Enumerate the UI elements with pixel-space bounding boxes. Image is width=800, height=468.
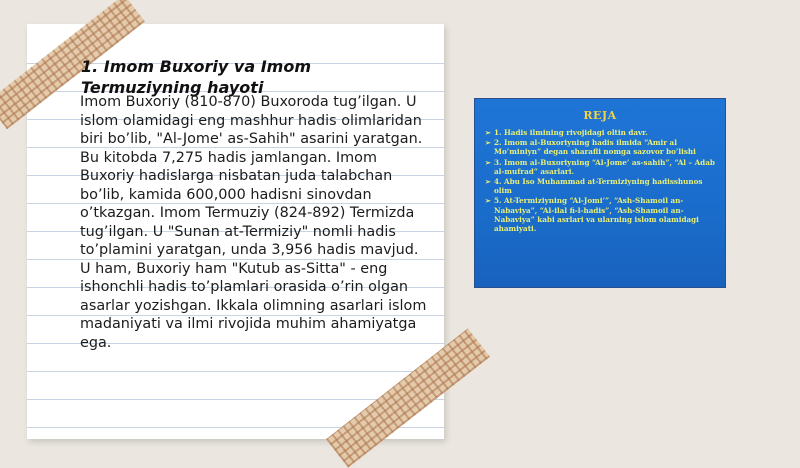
reja-item (485, 128, 719, 137)
reja-item (485, 196, 719, 233)
reja-panel (475, 99, 725, 287)
reja-list (475, 128, 725, 233)
arrow-bullet-icon: ➢ (485, 196, 491, 206)
reja-item-text: 4. Abu Iso Muhammad at-Termiziyning hadisshunos olim (494, 177, 703, 196)
arrow-bullet-icon: ➢ (485, 128, 491, 137)
reja-item-text: 5. At-Termiziyning “Al-Jomi’”, “Ash-Shamoil an-Nabaviya”, “Al-ilal fi-l-hadis”, “Ash-Shamoil an-Nabaviya” kabi asrlari va ularning islom olamidagi ahamiyati. (494, 196, 699, 234)
reja-title: REJA (583, 109, 617, 122)
reja-item (485, 158, 719, 176)
slide-body-text: Imom Buxoriy (810-870) Buxoroda tug’ilgan. U islom olamidagi eng mashhur hadis olimlaridan biri bo’lib, "Al-Jome' as-Sahih" asarini yaratgan. Bu kitobda 7,275 hadis jamlangan. Imom Buxoriy hadislarga nisbatan juda talabchan bo’lib, kamida 600,000 hadisni sinovdan o’tkazgan. Imom Termuziy (824-892) Termizda tug’ilgan. U "Sunan at-Termiziy" nomli hadis to’plamini yaratgan, unda 3,956 hadis mavjud. U ham, Buxoriy ham "Kutub as-Sitta" - eng ishonchli hadis to’plamlari orasida o’rin olgan asarlar yozishgan. Ikkala olimning asarlari islom madaniyati va ilmi rivojida muhim ahamiyatga ega. (80, 94, 427, 351)
arrow-bullet-icon: ➢ (485, 157, 491, 167)
reja-item (485, 138, 719, 156)
reja-item (485, 177, 719, 195)
reja-item-text: 1. Hadis ilmining rivojidagi oltin davr. (494, 128, 648, 137)
arrow-bullet-icon: ➢ (485, 177, 491, 187)
reja-item-text: 2. Imom al-Buxoriyning hadis ilmida “Amir al Mo’miniyn” degan sharafli nomga sazovor bo’lishi (494, 138, 696, 157)
reja-item-text: 3. Imom al-Buxoriyning “Al-Jome’ as-sahih”, “Al – Adab al-mufrad” asarlari. (494, 157, 715, 176)
arrow-bullet-icon: ➢ (485, 138, 491, 148)
slide-title: 1. Imom Buxoriy va Imom Termuziyning hayoti (81, 57, 311, 97)
